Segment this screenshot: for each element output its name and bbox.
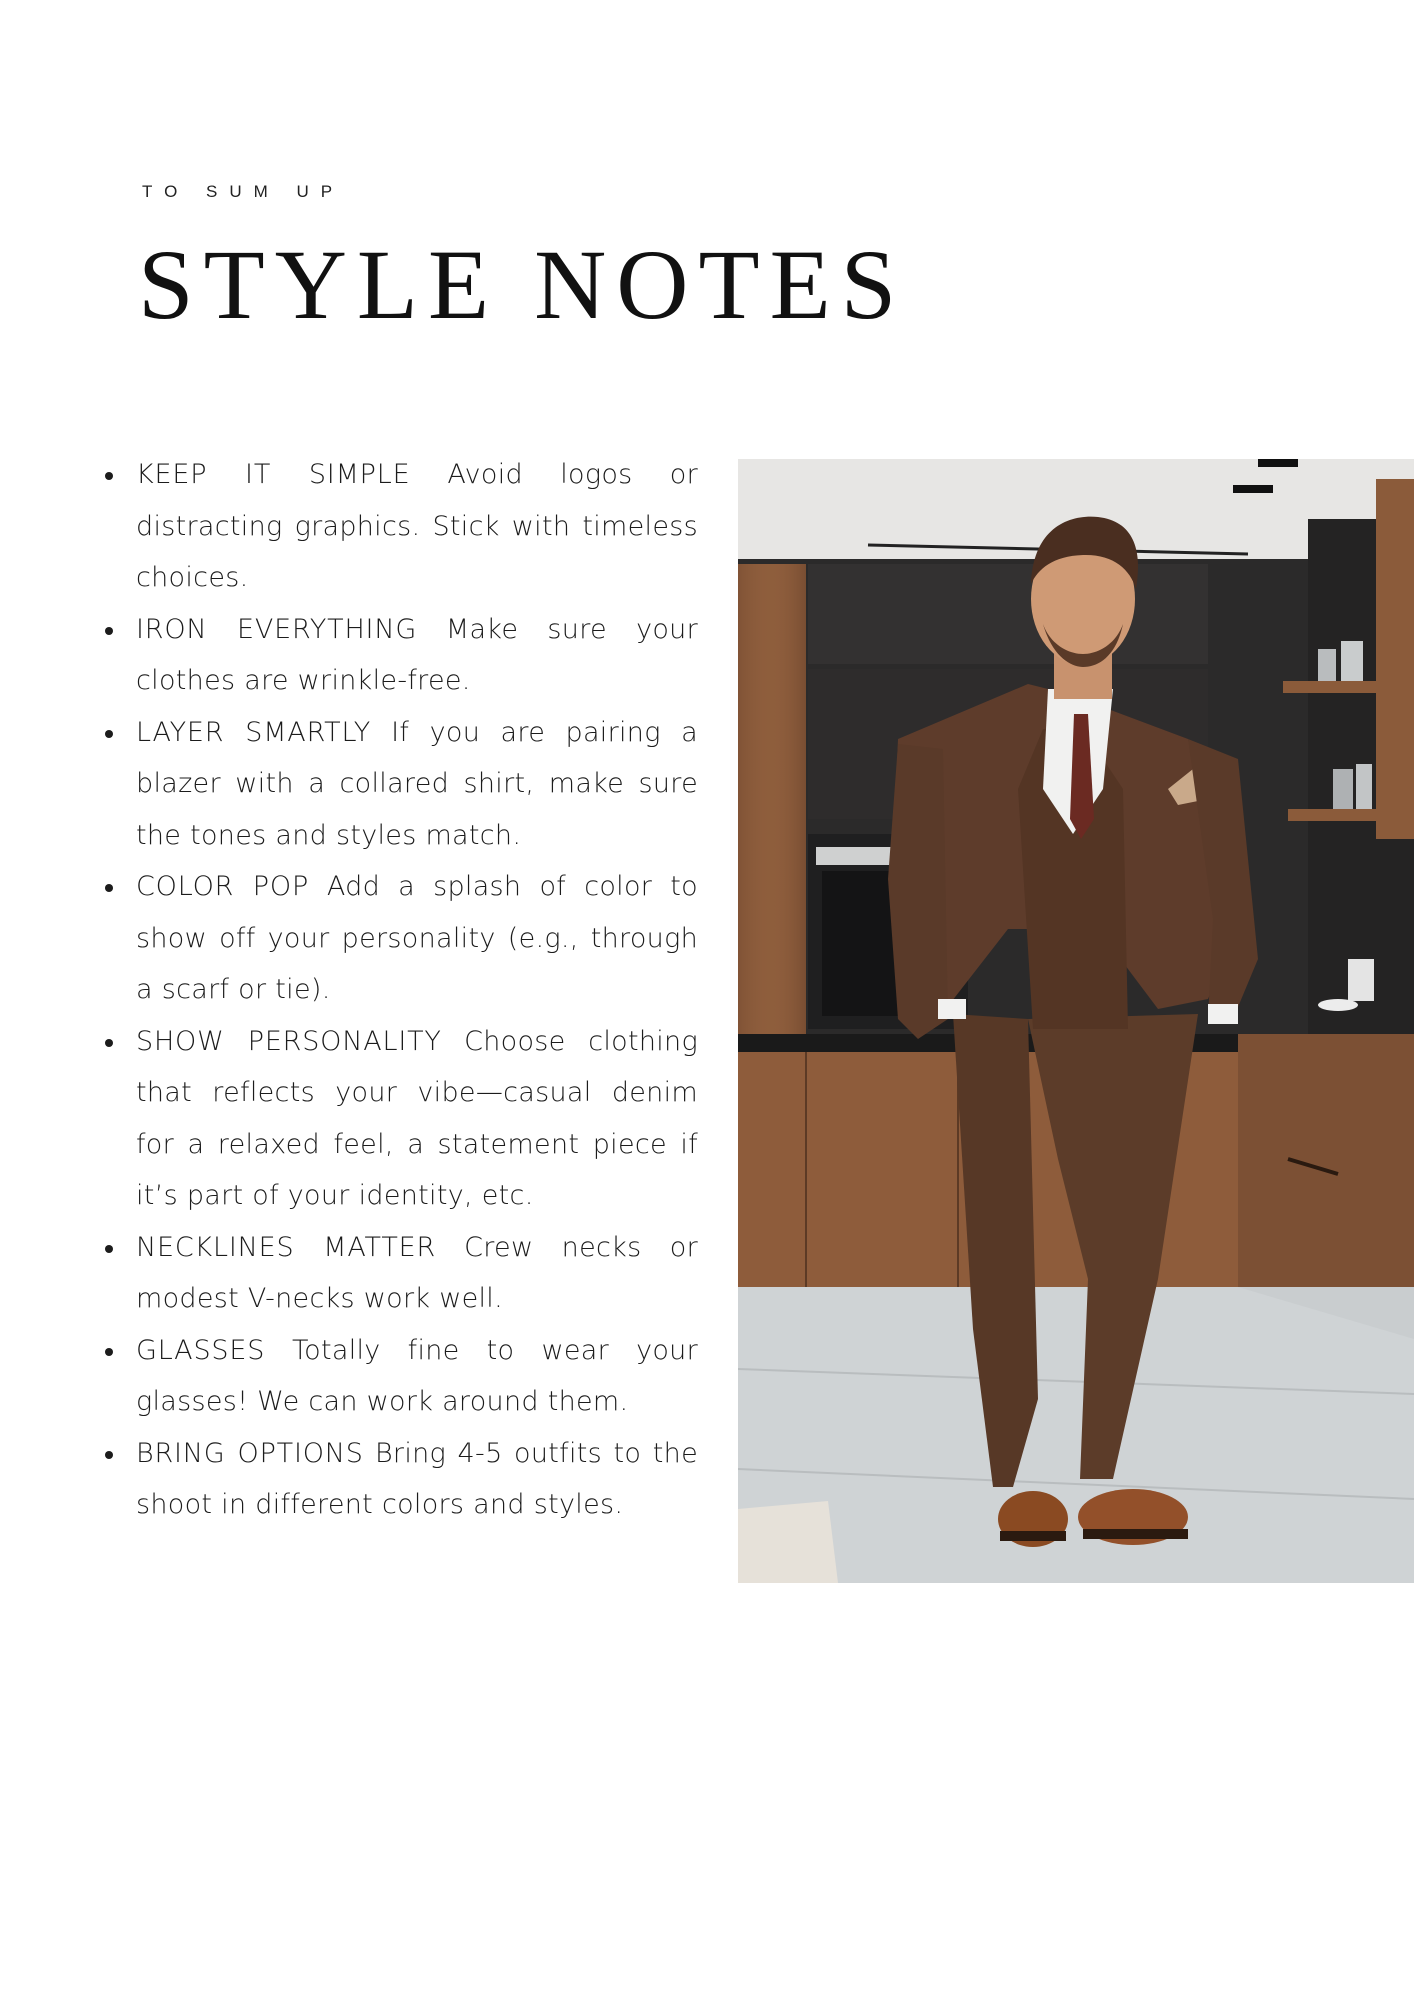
suit-model-illustration	[738, 459, 1414, 1583]
list-item	[136, 1428, 698, 1531]
list-item	[136, 1016, 698, 1222]
bullet-icon	[105, 1245, 113, 1253]
page-title: STYLE NOTES	[138, 229, 907, 340]
list-item	[136, 604, 698, 707]
list-item	[136, 449, 698, 604]
model-photo	[738, 459, 1414, 1583]
bullet-icon	[105, 1039, 113, 1047]
note-text: Crew necks or modest V-necks work well.	[136, 1231, 698, 1314]
note-heading: NECKLINES MATTER	[136, 1231, 437, 1263]
note-heading: IRON EVERYTHING	[136, 613, 418, 645]
note-text: Avoid logos or distracting graphics. Stick with timeless choices.	[136, 459, 698, 593]
note-heading: KEEP IT SIMPLE	[136, 459, 411, 490]
note-text: Bring 4-5 outfits to the shoot in different colors and styles.	[136, 1437, 698, 1520]
list-item	[136, 861, 698, 1016]
note-heading: GLASSES	[136, 1334, 266, 1366]
list-item	[136, 1325, 698, 1428]
eyebrow-label: TO SUM UP	[142, 182, 345, 201]
note-heading: COLOR POP	[136, 871, 310, 902]
bullet-icon	[105, 1348, 113, 1356]
style-notes-list	[136, 449, 698, 1531]
bullet-icon	[105, 627, 113, 635]
bullet-icon	[105, 472, 113, 480]
note-heading: LAYER SMARTLY	[136, 716, 372, 748]
note-text: Add a splash of color to show off your personality (e.g., through a scarf or tie).	[136, 871, 698, 1005]
note-text: Make sure your clothes are wrinkle-free.	[136, 613, 698, 696]
bullet-icon	[105, 884, 113, 892]
note-text: Totally fine to wear your glasses! We can work around them.	[136, 1334, 698, 1417]
list-item	[136, 707, 698, 862]
note-text: Choose clothing that reflects your vibe—casual denim for a relaxed feel, a statement piece if it’s part of your identity, etc.	[136, 1025, 698, 1211]
note-heading: SHOW PERSONALITY	[136, 1025, 442, 1057]
note-heading: BRING OPTIONS	[136, 1437, 364, 1469]
bullet-icon	[105, 1451, 113, 1459]
note-text: If you are pairing a blazer with a collared shirt, make sure the tones and styles match.	[136, 716, 698, 851]
bullet-icon	[105, 730, 113, 738]
list-item	[136, 1222, 698, 1325]
